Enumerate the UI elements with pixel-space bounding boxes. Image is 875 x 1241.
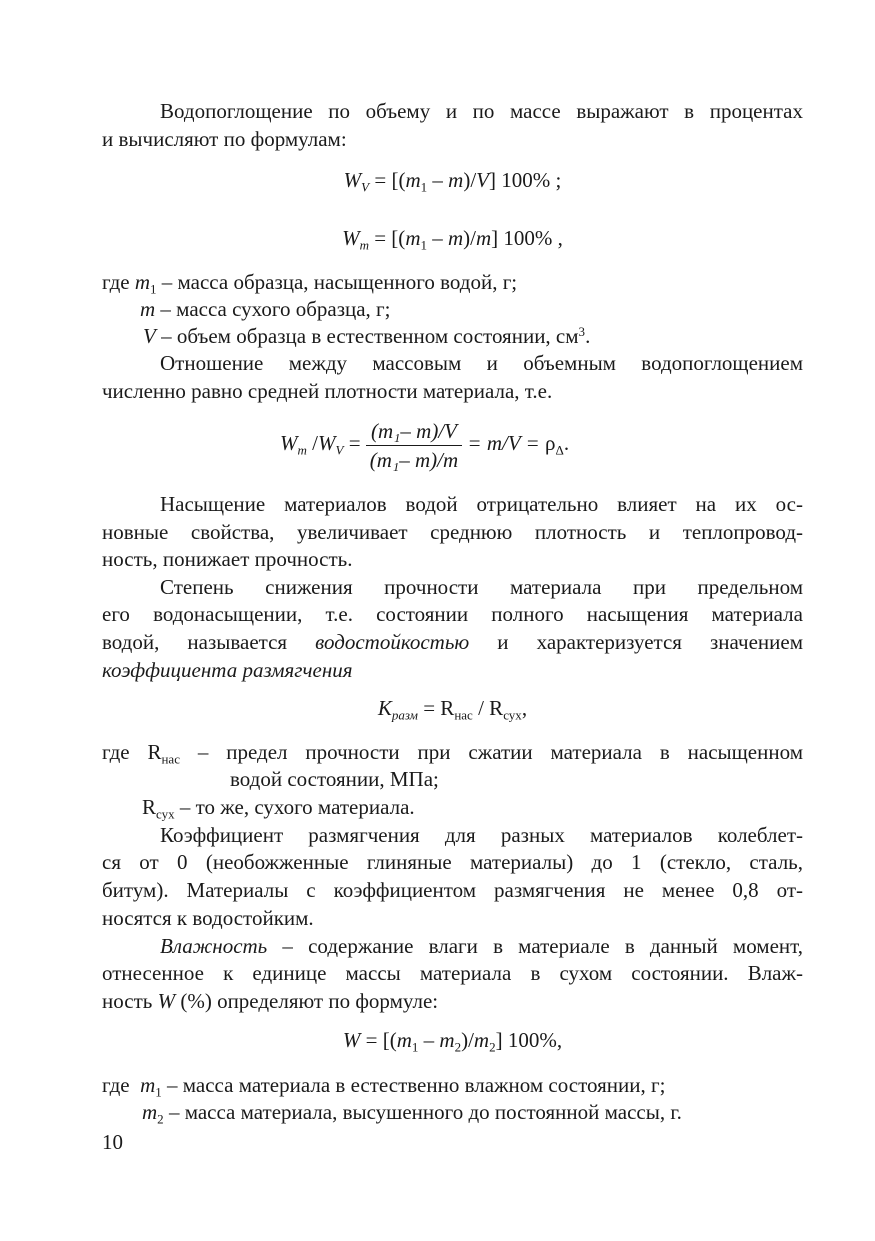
paragraph-line: ность, понижает прочность. [102, 547, 353, 571]
paragraph-line: ся от 0 (необожженные глиняные материалы) до 1 (стекло, сталь, [102, 850, 803, 874]
paragraph-line: водой, называется водостойкостью и характеризуется значением [102, 630, 803, 654]
definition-line: $m_2$ – масса материала, высушенного до постоянной массы, г. [142, 1100, 682, 1127]
paragraph-line: носятся к водостойким. [102, 906, 314, 930]
fraction-denominator: (m₁– m)/m [369, 447, 459, 472]
paragraph-line: Насыщение материалов водой отрицательно влияет на их ос- [160, 492, 803, 516]
paragraph-line: его водонасыщении, т.е. состоянии полного насыщения материала [102, 602, 803, 626]
paragraph-line: коэффициента размягчения [102, 658, 353, 682]
paragraph-line: отнесенное к единице массы материала в сухом состоянии. Влаж- [102, 961, 803, 985]
fraction [366, 418, 462, 473]
definition-line: где $m_1$ – масса материала в естественно влажном состоянии, г; [102, 1073, 666, 1100]
formula-k-softening: $К_{разм} = R_{нас} / R_{сух}$, [377, 696, 528, 723]
paragraph-line: Отношение между массовым и объемным водопоглощением [160, 351, 803, 375]
definition-line: где $m_1$ – масса образца, насыщенного водой, г; [102, 270, 518, 297]
paragraph-line: Водопоглощение по объему и по массе выражают в процентах [160, 99, 803, 123]
definition-line: V – объем образца в естественном состоянии, $см^3$. [143, 323, 591, 348]
formula-wv: $W_V = [(m_1 - m)/V]$ 100% ; [343, 168, 562, 195]
paragraph-line: новные свойства, увеличивает среднюю плотность и теплопровод- [102, 520, 803, 544]
formula-ratio: $W_m$ $/W_V$ = $\frac{\text{(m₁– m)/V}}{\text{(m₁– m)/m}}$ = $m/V = \rho_\Delta$. [280, 418, 570, 472]
formula-wm: $W_m = [(m_1 - m)/m]$ 100% , [342, 226, 563, 253]
paragraph-line: Коэффициент размягчения для разных материалов колеблет- [160, 823, 803, 847]
definition-line: где $R_{нас}$ – предел прочности при сжатии материала в насыщенном [102, 740, 803, 767]
paragraph-line: битум). Материалы с коэффициентом размягчения не менее 0,8 от- [102, 878, 803, 902]
paragraph-line: ность W (%) определяют по формуле: [102, 989, 439, 1013]
fraction-numerator: (m₁– m)/V [366, 418, 462, 446]
paragraph-line: и вычисляют по формулам: [102, 127, 347, 151]
paragraph-line: численно равно средней плотности материала, т.е. [102, 379, 553, 403]
definition-line: водой состоянии, МПа; [230, 767, 439, 791]
definition-line: m – масса сухого образца, г; [140, 297, 391, 321]
paragraph-line: Влажность – содержание влаги в материале в данный момент, [160, 934, 803, 958]
definition-line: $R_{сух}$ – то же, сухого материала. [142, 795, 415, 822]
page-number: 10 [102, 1130, 123, 1154]
formula-moisture: $W = [(m_1 - m_2)/m_2]$ 100%, [342, 1028, 563, 1055]
paragraph-line: Степень снижения прочности материала при предельном [160, 575, 803, 599]
